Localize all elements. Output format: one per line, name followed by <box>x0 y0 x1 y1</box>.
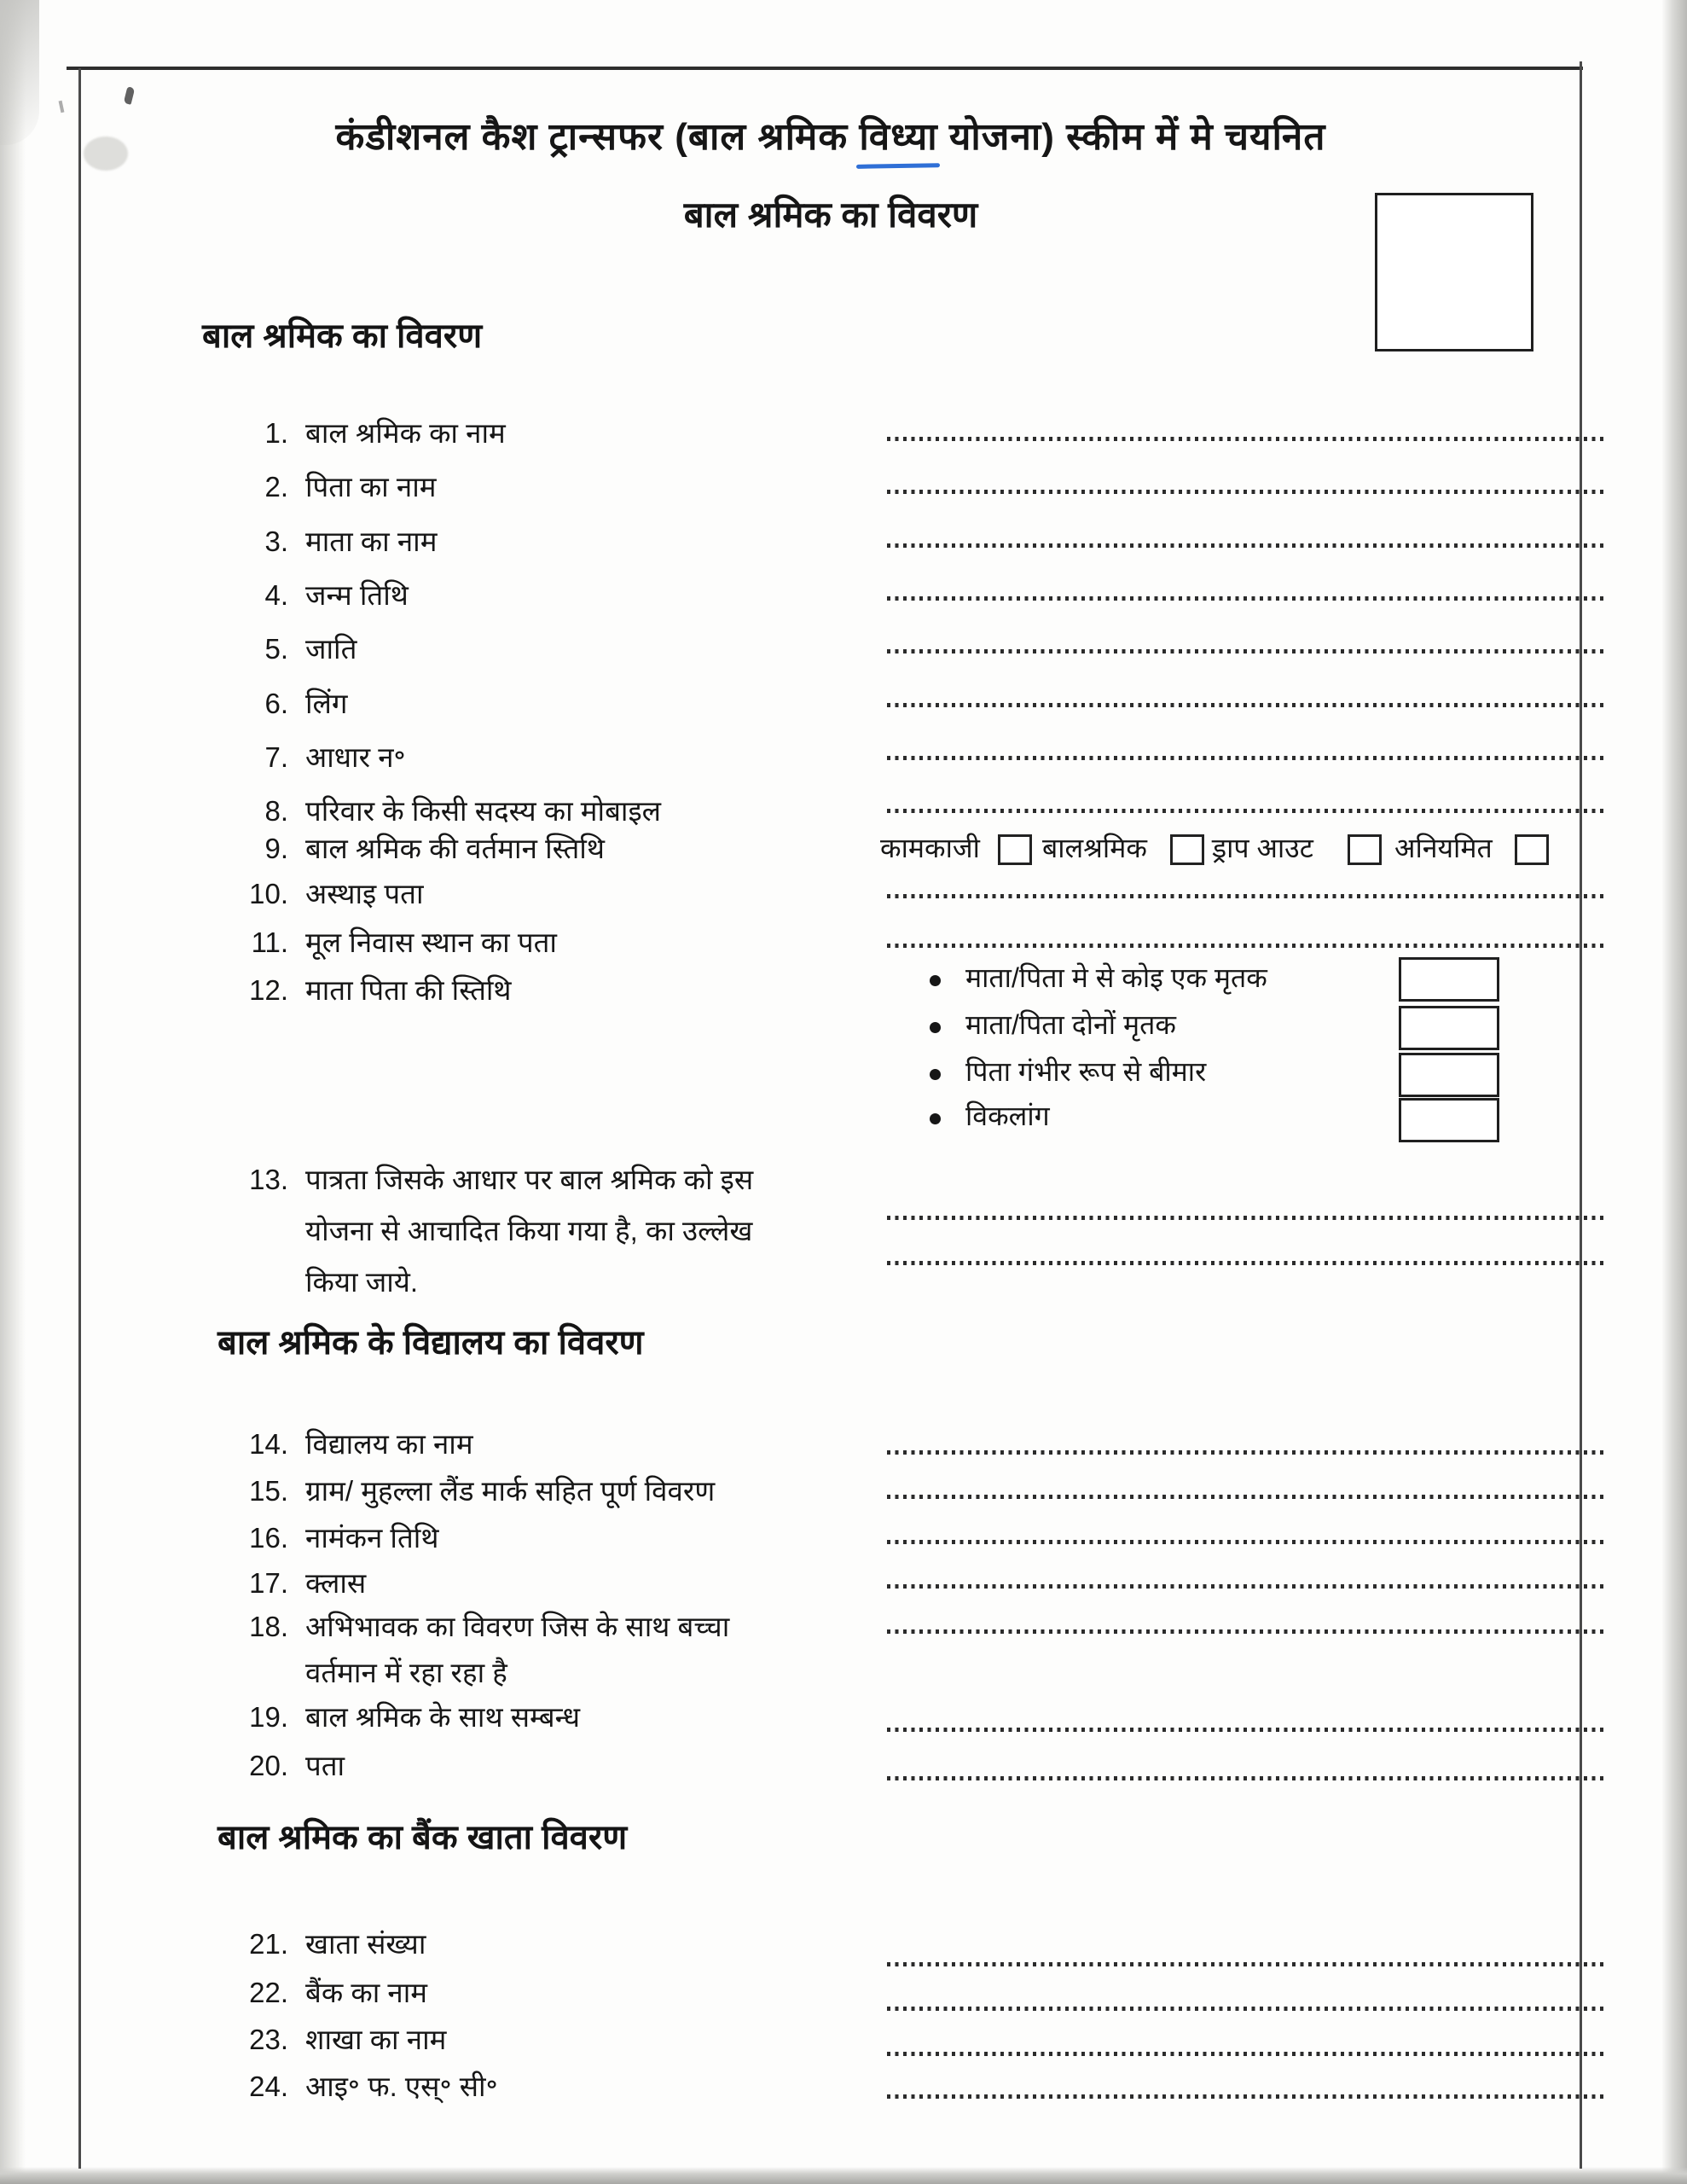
item-label: जन्म तिथि <box>305 579 409 611</box>
item-number: 3. <box>264 526 288 557</box>
bullet-icon <box>930 1069 941 1080</box>
title-underlined-word: विध्या <box>859 116 938 158</box>
scan-corner-shadow <box>0 0 39 145</box>
item-number: 14. <box>249 1428 288 1460</box>
answer-line-item-4[interactable] <box>887 596 1605 601</box>
bullet-icon <box>930 975 941 986</box>
answer-line-item-10[interactable] <box>887 894 1605 898</box>
form-item-12 <box>237 971 512 1010</box>
answer-line-item-22[interactable] <box>887 2007 1605 2011</box>
answer-line-item-24[interactable] <box>887 2094 1605 2099</box>
form-title-line2: बाल श्रमिक का विवरण <box>683 195 978 235</box>
parent-status-option: माता/पिता दोनों मृतक <box>965 1009 1176 1040</box>
item-label: क्लास <box>305 1567 367 1599</box>
form-item-8 <box>237 792 661 831</box>
item-label: पता <box>305 1750 345 1781</box>
pen-mark <box>124 86 136 105</box>
answer-line-item-21[interactable] <box>887 1962 1605 1966</box>
form-item-18 <box>237 1607 729 1647</box>
item-label: अस्थाइ पता <box>305 878 424 909</box>
item-number: 4. <box>264 579 288 611</box>
answer-line-item-1[interactable] <box>887 437 1605 441</box>
item-number: 23. <box>249 2024 288 2055</box>
item-number: 6. <box>264 688 288 719</box>
answer-line-item-23[interactable] <box>887 2052 1605 2056</box>
form-item-17 <box>237 1564 366 1603</box>
answer-line-item-8[interactable] <box>887 809 1605 813</box>
item-number: 16. <box>249 1522 288 1554</box>
answer-box-disabled[interactable] <box>1399 1098 1499 1142</box>
bullet-icon <box>930 1113 941 1124</box>
form-item-20 <box>237 1746 345 1786</box>
status-checkbox-working[interactable] <box>998 834 1032 865</box>
form-title-line1 <box>81 109 1580 160</box>
item-label: बाल श्रमिक की वर्तमान स्तिथि <box>305 833 605 864</box>
bullet-icon <box>930 1022 941 1033</box>
item-13-line2: योजना से आचादित किया गया है, का उल्लेख <box>305 1215 753 1246</box>
item-number: 8. <box>264 795 288 827</box>
form-item-2 <box>237 468 436 507</box>
item-number: 22. <box>249 1977 288 2008</box>
item-label: माता का नाम <box>305 526 438 557</box>
item-number: 20. <box>249 1750 288 1781</box>
item-number: 24. <box>249 2071 288 2102</box>
item-number: 13. <box>249 1164 288 1195</box>
answer-line-item-11[interactable] <box>887 944 1605 948</box>
answer-line-item-13b[interactable] <box>887 1261 1605 1265</box>
scan-edge-bottom <box>0 2167 1687 2184</box>
status-option-label: कामकाजी <box>880 833 980 863</box>
scan-edge-left <box>0 0 26 2184</box>
item-label: ग्राम/ मुहल्ला लैंड मार्क सहित पूर्ण विवरण <box>305 1475 716 1507</box>
item-number: 10. <box>249 878 288 909</box>
item-13-line3: किया जाये. <box>305 1266 419 1298</box>
page-border-left <box>78 68 81 2169</box>
section-heading-bank-details: बाल श्रमिक का बैंक खाता विवरण <box>217 1819 628 1856</box>
answer-line-item-17[interactable] <box>887 1584 1605 1589</box>
form-item-5 <box>237 630 357 669</box>
item-label: पिता का नाम <box>305 471 437 502</box>
answer-line-item-16[interactable] <box>887 1540 1605 1544</box>
item-label: आइ॰ फ. एस्॰ सी॰ <box>305 2071 498 2102</box>
parent-status-option: पिता गंभीर रूप से बीमार <box>965 1056 1207 1087</box>
item-label: विद्यालय का नाम <box>305 1428 473 1460</box>
answer-line-item-13a[interactable] <box>887 1216 1605 1220</box>
item-number: 7. <box>264 741 288 773</box>
answer-line-item-2[interactable] <box>887 490 1605 494</box>
answer-box-one-parent-deceased[interactable] <box>1399 957 1499 1002</box>
item-number: 11. <box>251 926 288 958</box>
item-label: आधार न॰ <box>305 741 406 773</box>
item-label: बाल श्रमिक के साथ सम्बन्ध <box>305 1701 581 1733</box>
item-number: 15. <box>249 1475 288 1507</box>
status-checkbox-irregular[interactable] <box>1515 834 1549 865</box>
form-item-15 <box>237 1472 715 1511</box>
answer-line-item-14[interactable] <box>887 1450 1605 1455</box>
status-checkbox-child-labour[interactable] <box>1170 834 1204 865</box>
form-item-9 <box>237 829 605 868</box>
item-number: 21. <box>249 1928 288 1960</box>
item-label: पात्रता जिसके आधार पर बाल श्रमिक को इस <box>305 1164 754 1195</box>
form-item-4 <box>237 576 409 615</box>
status-checkbox-dropout[interactable] <box>1348 834 1382 865</box>
form-item-16 <box>237 1519 438 1558</box>
status-option-label: ड्राप आउट <box>1212 833 1313 863</box>
form-item-22 <box>237 1973 427 2013</box>
form-item-6 <box>237 684 348 723</box>
answer-line-item-7[interactable] <box>887 756 1605 760</box>
title-post: योजना) स्कीम में मे चयनित <box>937 116 1326 158</box>
answer-box-father-seriously-ill[interactable] <box>1399 1053 1499 1097</box>
item-number: 18. <box>249 1611 288 1642</box>
page-border-right <box>1580 61 1582 2169</box>
form-item-1 <box>237 414 506 453</box>
form-item-7 <box>237 738 406 777</box>
item-label: खाता संख्या <box>305 1928 426 1960</box>
status-option-label: बालश्रमिक <box>1042 833 1147 863</box>
item-label: अभिभावक का विवरण जिस के साथ बच्चा <box>305 1611 730 1642</box>
item-number: 1. <box>264 417 288 449</box>
item-label: मूल निवास स्थान का पता <box>305 926 557 958</box>
stray-mark <box>59 101 65 113</box>
item-number: 19. <box>249 1701 288 1733</box>
answer-line-item-5[interactable] <box>887 649 1605 653</box>
answer-line-item-15[interactable] <box>887 1495 1605 1499</box>
item-number: 12. <box>249 974 288 1006</box>
answer-line-item-19[interactable] <box>887 1728 1605 1732</box>
item-label: बाल श्रमिक का नाम <box>305 417 506 449</box>
form-item-3 <box>237 522 437 561</box>
answer-line-item-3[interactable] <box>887 543 1605 548</box>
item-18-line2: वर्तमान में रहा रहा है <box>305 1657 507 1688</box>
parent-status-option: माता/पिता मे से कोइ एक मृतक <box>965 962 1267 993</box>
form-item-14 <box>237 1425 473 1464</box>
item-number: 17. <box>249 1567 288 1599</box>
page-border-top <box>67 67 1583 70</box>
photo-box[interactable] <box>1375 193 1533 351</box>
item-number: 2. <box>264 471 288 502</box>
item-label: माता पिता की स्तिथि <box>305 974 512 1006</box>
form-item-10 <box>237 874 424 914</box>
answer-line-item-18[interactable] <box>887 1629 1605 1634</box>
scan-edge-right <box>1661 0 1687 2184</box>
form-item-19 <box>237 1698 580 1737</box>
form-item-23 <box>237 2020 446 2059</box>
form-item-24 <box>237 2067 498 2106</box>
item-number: 9. <box>264 833 288 864</box>
parent-status-option: विकलांग <box>965 1101 1050 1131</box>
item-number: 5. <box>264 633 288 665</box>
section-heading-child-details: बाल श्रमिक का विवरण <box>202 317 483 355</box>
answer-line-item-6[interactable] <box>887 703 1605 707</box>
item-label: शाखा का नाम <box>305 2024 447 2055</box>
section-heading-school-details: बाल श्रमिक के विद्यालय का विवरण <box>217 1324 644 1362</box>
form-item-21 <box>237 1925 426 1964</box>
item-label: जाति <box>305 633 357 665</box>
form-item-11 <box>237 923 557 962</box>
status-option-label: अनियमित <box>1394 833 1493 863</box>
answer-box-both-parents-deceased[interactable] <box>1399 1006 1499 1050</box>
answer-line-item-20[interactable] <box>887 1776 1605 1780</box>
form-item-13 <box>237 1160 753 1199</box>
item-label: लिंग <box>305 688 348 719</box>
item-label: नामंकन तिथि <box>305 1522 439 1554</box>
item-label: परिवार के किसी सदस्य का मोबाइल <box>305 795 662 827</box>
item-label: बैंक का नाम <box>305 1977 428 2008</box>
title-pre: कंडीशनल कैश ट्रान्सफर (बाल श्रमिक <box>335 116 860 158</box>
